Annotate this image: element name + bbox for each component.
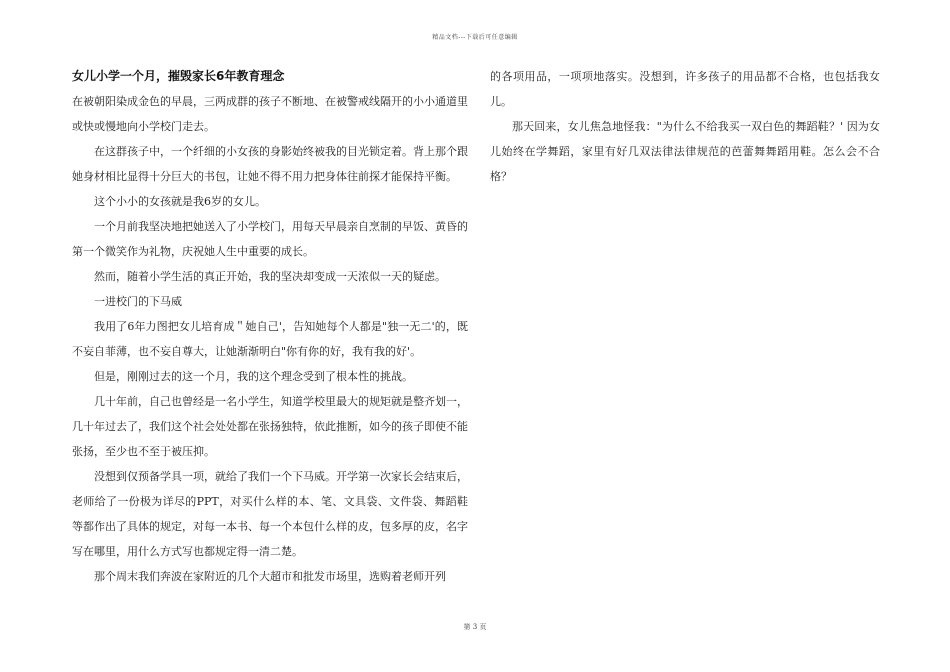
article-title: 女儿小学一个月，摧毁家长6年教育理念 — [72, 69, 285, 83]
page-header: 精品文档---下载后可任意编辑 — [432, 34, 518, 41]
paragraph: 的各项用品，一项项地落实。没想到，许多孩子的用品都不合格，也包括我女儿。 — [490, 70, 880, 108]
paragraph: 没想到仅预备学具一项，就给了我们一个下马威。开学第一次家长会结束后，老师给了一份极为详尽的PPT，对买什么样的本、笔、文具袋、文件袋、舞蹈鞋等都作出了具体的规定，对每一本书、每一个本包什么样的皮，包多厚的皮，名字写在哪里，用什么方式写也都规定得一清二楚。 — [72, 470, 468, 558]
paragraph: 在这群孩子中，一个纤细的小女孩的身影始终被我的目光锁定着。背上那个跟她身材相比显得十分巨大的书包，让她不得不用力把身体往前探才能保持平衡。 — [72, 145, 468, 183]
page-number: 第 3 页 — [463, 623, 487, 631]
paragraph: 那个周末我们奔波在家附近的几个大超市和批发市场里，选购着老师开列 — [94, 570, 446, 583]
paragraph: 几十年前，自己也曾经是一名小学生，知道学校里最大的规矩就是整齐划一，几十年过去了，我们这个社会处处都在张扬独特，依此推断，如今的孩子即使不能张扬，至少也不至于被压抑。 — [72, 395, 468, 458]
paragraph: 一个月前我坚决地把她送入了小学校门，用每天早晨亲自烹制的早饭、黄昏的第一个微笑作为礼物，庆祝她人生中重要的成长。 — [72, 220, 468, 258]
right-column — [490, 64, 880, 189]
paragraph: 然而，随着小学生活的真正开始，我的坚决却变成一天浓似一天的疑虑。 — [94, 270, 446, 283]
left-column — [72, 64, 468, 589]
paragraph: 那天回来，女儿焦急地怪我："为什么不给我买一双白色的舞蹈鞋？' 因为女儿始终在学舞蹈，家里有好几双法律法律规范的芭蕾舞舞蹈用鞋。怎么会不合格？ — [490, 120, 880, 183]
paragraph: 我用了6年力图把女儿培育成＂她自己'，告知她每个人都是"独一无二'的，既不妄自菲薄，也不妄自尊大，让她渐渐明白"你有你的好，我有我的好'。 — [72, 320, 468, 358]
paragraph: 在被朝阳染成金色的早晨，三两成群的孩子不断地、在被警戒线隔开的小小通道里或快或慢地向小学校门走去。 — [72, 95, 468, 133]
left-paragraphs — [72, 89, 468, 589]
paragraph: 但是，刚刚过去的这一个月，我的这个理念受到了根本性的挑战。 — [94, 370, 413, 383]
right-paragraphs — [490, 64, 880, 189]
paragraph: 一进校门的下马威 — [94, 295, 182, 308]
paragraph: 这个小小的女孩就是我6岁的女儿。 — [94, 195, 266, 208]
